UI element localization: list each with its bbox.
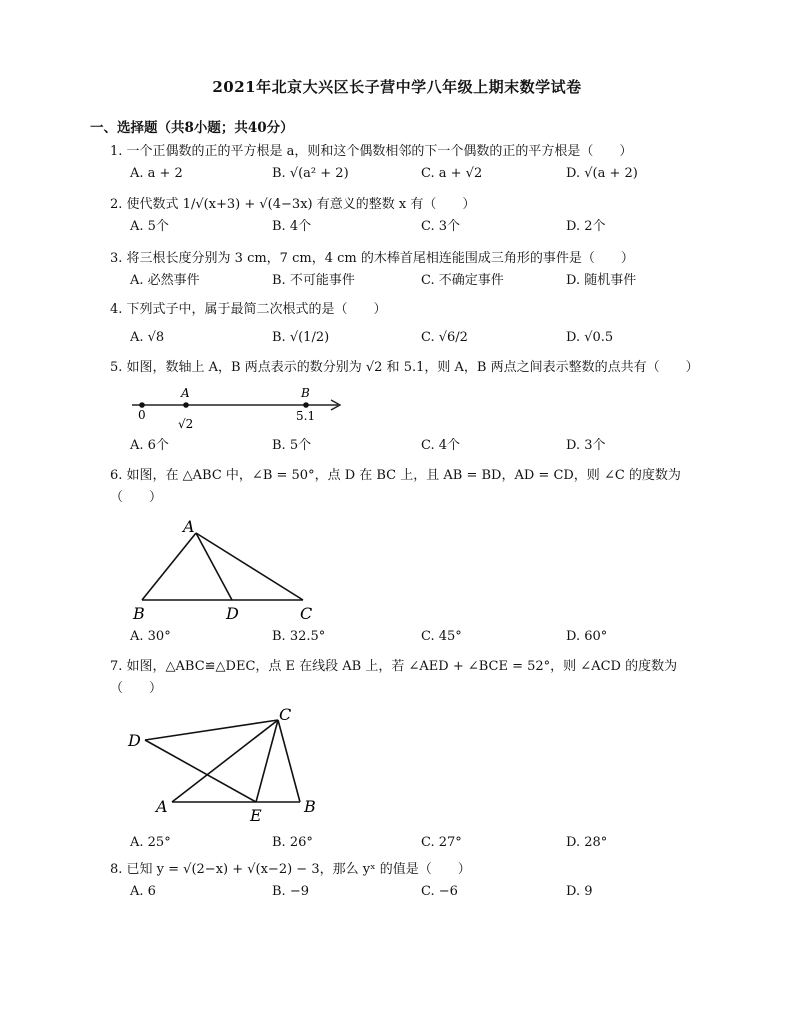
question-stem: 3. 将三根长度分别为 3 cm，7 cm，4 cm 的木棒首尾相连能围成三角形的事件是（ ） [110,251,634,266]
option-a: A. 必然事件 [130,273,200,288]
vertex-b: B [133,604,145,623]
option-a: A. 5个 [130,219,169,234]
question-6-options [110,628,720,646]
option-d: D. 9 [566,884,593,899]
option-d: D. √0.5 [566,330,614,345]
option-c: C. 27° [421,835,462,850]
option-b: B. 5个 [272,438,312,453]
option-b: B. −9 [272,884,309,899]
option-a: A. 30° [130,629,171,644]
label-a: A [181,386,190,400]
option-d: D. 60° [566,629,608,644]
question-3 [110,250,720,290]
option-a: A. a + 2 [130,166,183,181]
vertex-c: C [300,604,313,623]
question-8 [110,861,720,901]
option-c: C. a + √2 [421,166,483,181]
segment-ab [142,533,196,600]
option-d: D. 3个 [566,438,606,453]
question-stem: 8. 已知 y = √(2−x) + √(x−2) − 3，那么 yˣ 的值是（ ） [110,862,471,877]
option-b: B. 4个 [272,219,312,234]
option-c: C. 不确定事件 [421,273,504,288]
question-stem: 1. 一个正偶数的正的平方根是 a，则和这个偶数相邻的下一个偶数的正的平方根是（ ） [110,144,633,159]
segment-bc [278,720,300,802]
question-5-options [110,437,720,455]
section-heading: 一、选择题（共8小题；共40分） [90,120,294,136]
option-c: C. 3个 [421,219,461,234]
question-1 [110,143,720,183]
question-5 [110,359,720,377]
vertex-c: C [279,705,292,724]
option-c: C. 45° [421,629,462,644]
question-stem: 6. 如图，在 △ABC 中，∠B = 50°，点 D 在 BC 上，且 AB = BD，AD = CD，则 ∠C 的度数为（ ） [110,468,681,505]
segment-ad [196,533,232,600]
question-2 [110,196,720,236]
option-a: A. √8 [130,330,165,345]
question-7 [110,656,720,700]
option-a: A. 6 [130,884,156,899]
question-7-options [110,834,720,852]
option-b: B. √(a² + 2) [272,166,349,181]
option-c: C. −6 [421,884,458,899]
option-d: D. √(a + 2) [566,166,638,181]
point-b [303,402,309,408]
question-6 [110,465,720,509]
option-a: A. 25° [130,835,171,850]
segment-dc [145,720,278,740]
option-b: B. 不可能事件 [272,273,355,288]
label-b: B [301,386,310,400]
question-stem: 2. 使代数式 1/√(x+3) + √(4−3x) 有意义的整数 x 有（ ） [110,197,476,212]
triangle-figure-q7 [125,702,325,830]
option-d: D. 2个 [566,219,606,234]
point-a [183,402,189,408]
question-stem: 5. 如图，数轴上 A，B 两点表示的数分别为 √2 和 5.1，则 A，B 两点之间表示整数的点共有（ ） [110,360,699,375]
label-a-value: √2 [178,417,194,431]
option-b: B. 26° [272,835,313,850]
question-stem: 7. 如图，△ABC≌△DEC，点 E 在线段 AB 上，若 ∠AED + ∠BCE = 52°，则 ∠ACD 的度数为（ ） [110,659,678,696]
option-c: C. √6/2 [421,330,468,345]
segment-ec [256,720,278,802]
option-c: C. 4个 [421,438,461,453]
vertex-e: E [250,806,262,825]
label-b-value: 5.1 [296,409,316,423]
option-d: D. 随机事件 [566,273,637,288]
vertex-a: A [156,797,168,816]
page-title: 2021年北京大兴区长子营中学八年级上期末数学试卷 [212,78,582,96]
triangle-figure-q6 [128,515,328,625]
option-a: A. 6个 [130,438,169,453]
option-b: B. 32.5° [272,629,326,644]
number-line-figure [128,384,348,434]
vertex-b: B [304,797,316,816]
zero-point [139,402,145,408]
question-stem: 4. 下列式子中，属于最简二次根式的是（ ） [110,302,387,317]
segment-ac [196,533,303,600]
option-d: D. 28° [566,835,608,850]
vertex-a: A [183,517,195,536]
question-4 [110,301,720,347]
label-zero: 0 [138,408,146,422]
segment-ac [172,720,278,802]
vertex-d: D [128,731,141,750]
option-b: B. √(1/2) [272,330,330,345]
vertex-d: D [226,604,239,623]
